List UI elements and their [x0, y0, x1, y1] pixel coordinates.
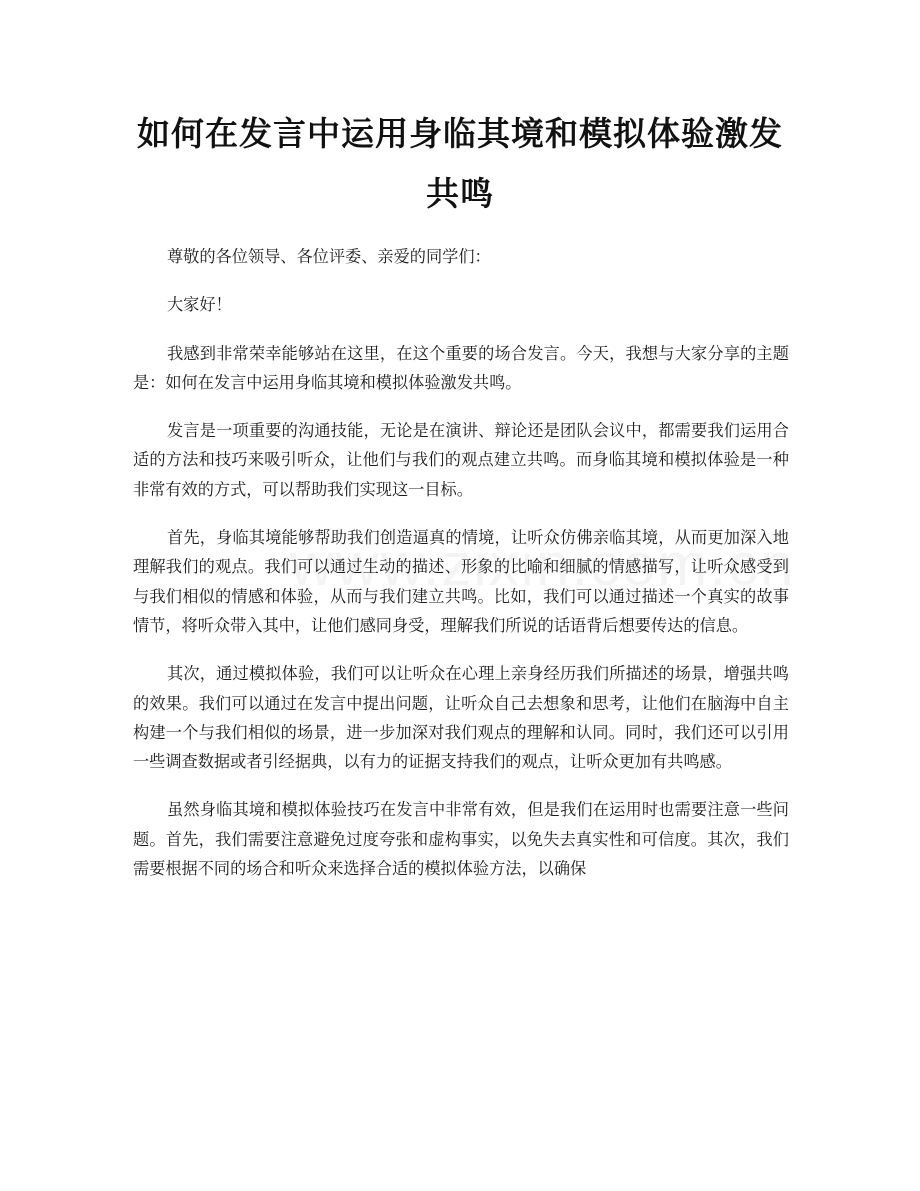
watermark: [290, 530, 795, 599]
paragraph-cautions: 虽然身临其境和模拟体验技巧在发言中非常有效，但是我们在运用时也需要注意一些问题。首先，我们需要注意避免过度夸张和虚构事实，以免失去真实性和可信度。其次，我们需要根据不同的场合和听众来选择合适的模拟体验方法，以确保: [133, 800, 789, 879]
paragraph-immersion: 首先，身临其境能够帮助我们创造逼真的情境，让听众仿佛亲临其境，从而更加深入地理解我们的观点。我们可以通过生动的描述、形象的比喻和细腻的情感描写，让听众感受到与我们相似的情感和体验，从而与我们建立共鸣。比如，我们可以通过描述一个真实的故事情节，将听众带入其中，让他们感同身受，理解我们所说的话语背后想要传达的信息。: [133, 528, 789, 635]
paragraph-simulation: 其次，通过模拟体验，我们可以让听众在心理上亲身经历我们所描述的场景，增强共鸣的效果。我们可以通过在发言中提出问题，让听众自己去想象和思考，让他们在脑海中自主构建一个与我们相似的场景，进一步加深对我们观点的理解和认同。同时，我们还可以引用一些调查数据或者引经据典，以有力的证据支持我们的观点，让听众更加有共鸣感。: [133, 664, 789, 772]
paragraph-salutation: 尊敬的各位领导、各位评委、亲爱的同学们：: [167, 247, 491, 266]
paragraph-greeting: 大家好！: [167, 295, 232, 315]
paragraph-background: 发言是一项重要的沟通技能，无论是在演讲、辩论还是团队会议中，都需要我们运用合适的方法和技巧来吸引听众，让他们与我们的观点建立共鸣。而身临其境和模拟体验是一种非常有效的方式，可以帮助我们实现这一目标。: [133, 421, 789, 499]
paragraph-intro: 我感到非常荣幸能够站在这里，在这个重要的场合发言。今天，我想与大家分享的主题是：如何在发言中运用身临其境和模拟体验激发共鸣。: [133, 343, 789, 392]
document-title: 如何在发言中运用身临其境和模拟体验激发共鸣: [137, 114, 783, 213]
